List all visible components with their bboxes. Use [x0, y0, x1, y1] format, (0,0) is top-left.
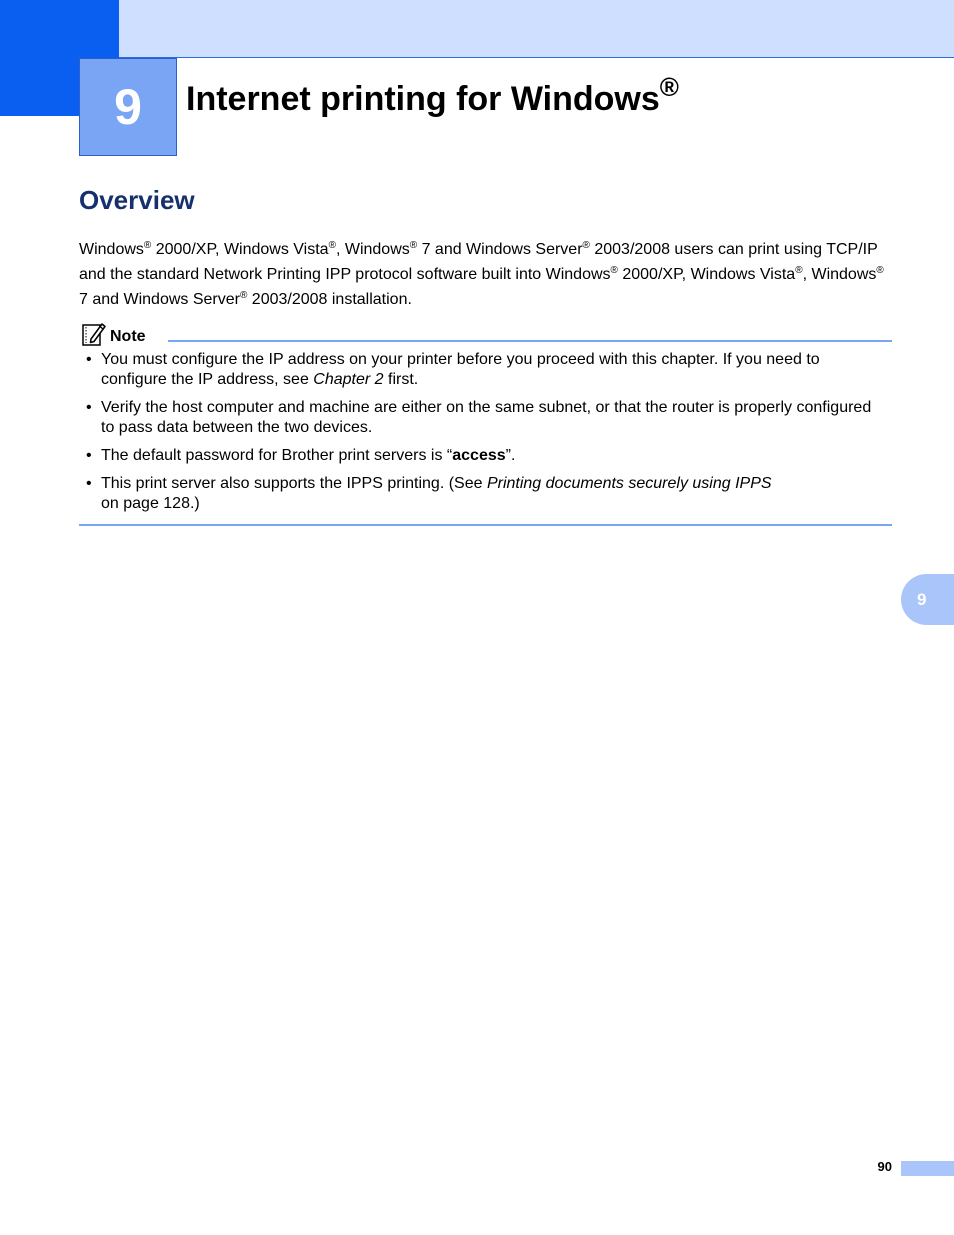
overview-text-part: , Windows	[802, 266, 877, 283]
note-label: Note	[110, 328, 146, 345]
note-item	[79, 398, 879, 438]
note-item	[79, 474, 879, 514]
note-text: ”.	[505, 447, 516, 464]
chapter-number: 9	[114, 79, 142, 135]
note-text: You must configure the IP address on your printer before you proceed with this chapter. If you need to configure the IP address, see	[101, 351, 820, 388]
registered-mark: ®	[659, 72, 679, 102]
chapter-title-text: Internet printing for Windows	[186, 80, 660, 118]
note-item	[79, 350, 879, 390]
bullet: •	[86, 447, 92, 464]
side-tab-number: 9	[917, 589, 927, 609]
overview-text-part: Windows	[79, 241, 144, 258]
note-text: first.	[383, 371, 419, 388]
note-header	[79, 320, 892, 348]
note-text: on page 128.)	[101, 495, 200, 512]
footer-bar	[901, 1161, 954, 1176]
registered-mark: ®	[795, 265, 803, 276]
chapter-number-box	[79, 58, 177, 156]
bullet: •	[86, 351, 92, 368]
overview-text-part: 2003/2008 installation.	[247, 291, 412, 308]
bullet: •	[86, 399, 92, 416]
registered-mark: ®	[610, 265, 618, 276]
registered-mark: ®	[409, 240, 418, 251]
note-list	[79, 350, 892, 522]
overview-text-part: 7 and Windows Server	[417, 241, 583, 258]
note-top-rule	[168, 340, 892, 342]
ipps-reference: Printing documents securely using IPPS	[486, 475, 772, 492]
note-text: The default password for Brother print servers is “	[101, 447, 453, 464]
overview-paragraph	[79, 237, 891, 312]
overview-text-part: 2003/2008 users can print using TCP/IP and the standard Network Printing IPP protocol software built into Windows	[79, 241, 878, 283]
registered-mark: ®	[582, 240, 590, 251]
page-number: 90	[877, 1159, 892, 1174]
overview-text-part: 2000/XP, Windows Vista	[151, 241, 329, 258]
note-item	[79, 446, 879, 466]
registered-mark: ®	[876, 265, 884, 276]
note-text: This print server also supports the IPPS printing. (See	[101, 475, 487, 492]
chapter-reference: Chapter 2	[313, 371, 384, 388]
default-password: access	[452, 447, 506, 464]
bullet: •	[86, 475, 92, 492]
overview-text-part: 2000/XP, Windows Vista	[617, 266, 796, 283]
note-text: Verify the host computer and machine are either on the same subnet, or that the router is properly configured to pass data between the two devices.	[101, 399, 872, 436]
overview-text-part: 7 and Windows Server	[79, 291, 240, 308]
registered-mark: ®	[143, 240, 152, 251]
registered-mark: ®	[328, 240, 336, 251]
overview-text-part: , Windows	[335, 241, 410, 258]
note-bottom-rule	[79, 524, 892, 526]
chapter-title	[186, 72, 679, 120]
registered-mark: ®	[239, 290, 248, 301]
note-pencil-icon	[81, 321, 107, 347]
header-band	[0, 0, 954, 58]
chapter-side-tab	[901, 574, 954, 625]
section-title: Overview	[79, 185, 195, 215]
